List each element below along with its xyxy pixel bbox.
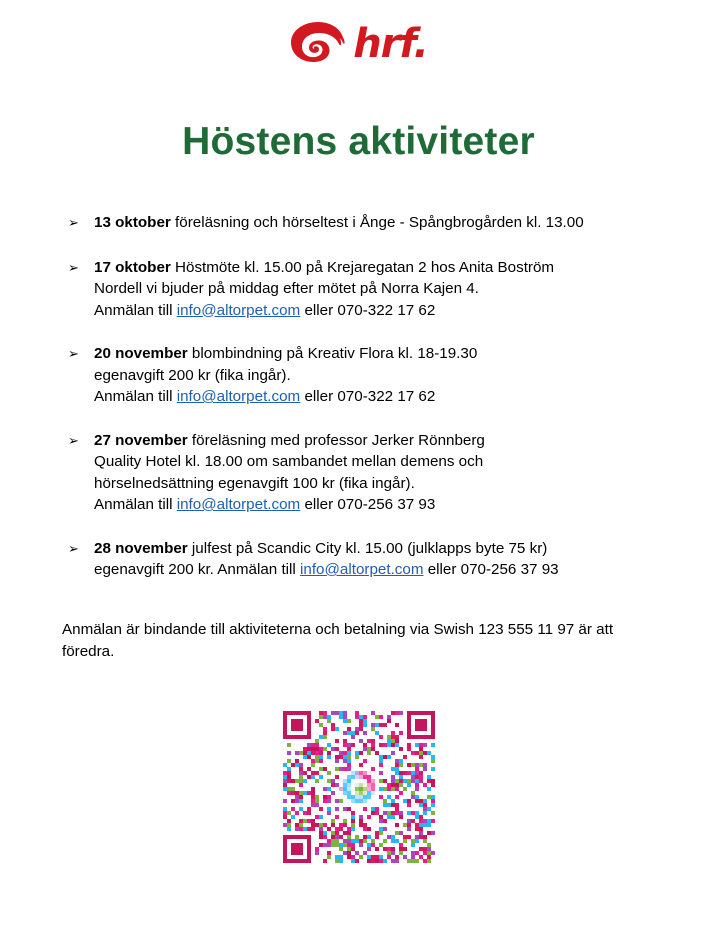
text-run: Höstmöte kl. 15.00 på Krejaregatan 2 hos Anita Boström — [170, 258, 555, 276]
text-run: eller 070-322 17 62 — [300, 388, 436, 405]
text-run: egenavgift 200 kr (fika ingår). — [94, 366, 291, 384]
text-run: eller 070-256 37 93 — [423, 561, 559, 578]
text-run: julfest på Scandic City kl. 15.00 (julklapps byte 75 kr) — [187, 539, 548, 557]
text-run: Quality Hotel kl. 18.00 om sambandet mellan demens och — [94, 453, 484, 470]
text-run: Anmälan till — [94, 301, 177, 319]
activity-date: 20 november — [94, 345, 188, 362]
text-run: Nordell vi bjuder på middag efter mötet på Norra Kajen 4. — [94, 280, 479, 297]
bullet-arrow-icon: ➢ — [68, 541, 79, 557]
text-run: eller 070-256 37 93 — [300, 496, 436, 513]
email-link[interactable]: info@altorpet.com — [300, 561, 424, 578]
activity-date: 17 oktober — [94, 258, 171, 276]
logo-wordmark: hrf. — [353, 21, 428, 67]
text-run: föreläsning med professor Jerker Rönnberg — [187, 431, 485, 449]
bullet-arrow-icon: ➢ — [68, 347, 79, 362]
activity-date: 28 november — [94, 539, 188, 557]
text-run: föreläsning och hörseltest i Ånge - Spångbrogården kl. 13.00 — [170, 214, 584, 231]
list-item-line — [94, 257, 659, 279]
list-item — [68, 430, 659, 516]
list-item — [68, 343, 659, 408]
footer-note: Anmälan är bindande till aktiviteterna och betalning via Swish 123 555 11 97 är att föredra. — [62, 620, 614, 660]
list-item-body — [94, 257, 659, 322]
list-item-line — [94, 538, 659, 560]
list-item-body — [94, 430, 659, 516]
list-item-line — [94, 300, 659, 322]
activities-list — [0, 212, 717, 581]
list-item-line — [94, 365, 659, 387]
list-item — [68, 538, 659, 581]
list-item-line — [94, 343, 659, 365]
bullet-arrow-icon: ➢ — [68, 433, 79, 449]
list-item-body — [94, 343, 659, 408]
page-title: Höstens aktiviteter — [182, 120, 535, 163]
list-item-line — [94, 430, 659, 452]
list-item-line — [94, 386, 659, 408]
text-run: blombindning på Kreativ Flora kl. 18-19.30 — [187, 345, 478, 362]
email-link[interactable]: info@altorpet.com — [176, 496, 301, 513]
list-item-line — [94, 278, 659, 300]
activity-date: 13 oktober — [94, 214, 171, 231]
qr-code[interactable] — [283, 711, 435, 863]
bullet-arrow-icon: ➢ — [68, 216, 79, 231]
text-run: eller 070-322 17 62 — [300, 301, 436, 319]
email-link[interactable]: info@altorpet.com — [176, 388, 301, 405]
hrf-logo — [289, 21, 428, 67]
list-item-line — [94, 212, 659, 234]
list-item-line — [94, 559, 659, 581]
bullet-arrow-icon: ➢ — [68, 260, 79, 276]
text-run: hörselnedsättning egenavgift 100 kr (fika ingår). — [94, 474, 415, 492]
text-run: egenavgift 200 kr. Anmälan till — [94, 561, 301, 578]
hrf-spiral-logo-icon — [289, 21, 347, 67]
list-item-body — [94, 538, 659, 581]
list-item — [68, 257, 659, 322]
text-run: Anmälan till — [94, 388, 177, 405]
list-item — [68, 212, 659, 235]
list-item-line — [94, 494, 659, 516]
activity-date: 27 november — [94, 431, 188, 449]
logo-header — [0, 0, 717, 66]
list-item-line — [94, 451, 659, 473]
email-link[interactable]: info@altorpet.com — [176, 301, 301, 319]
list-item-body — [94, 212, 659, 234]
text-run: Anmälan till — [94, 496, 177, 513]
qr-code-area — [0, 711, 717, 863]
list-item-line — [94, 473, 659, 495]
